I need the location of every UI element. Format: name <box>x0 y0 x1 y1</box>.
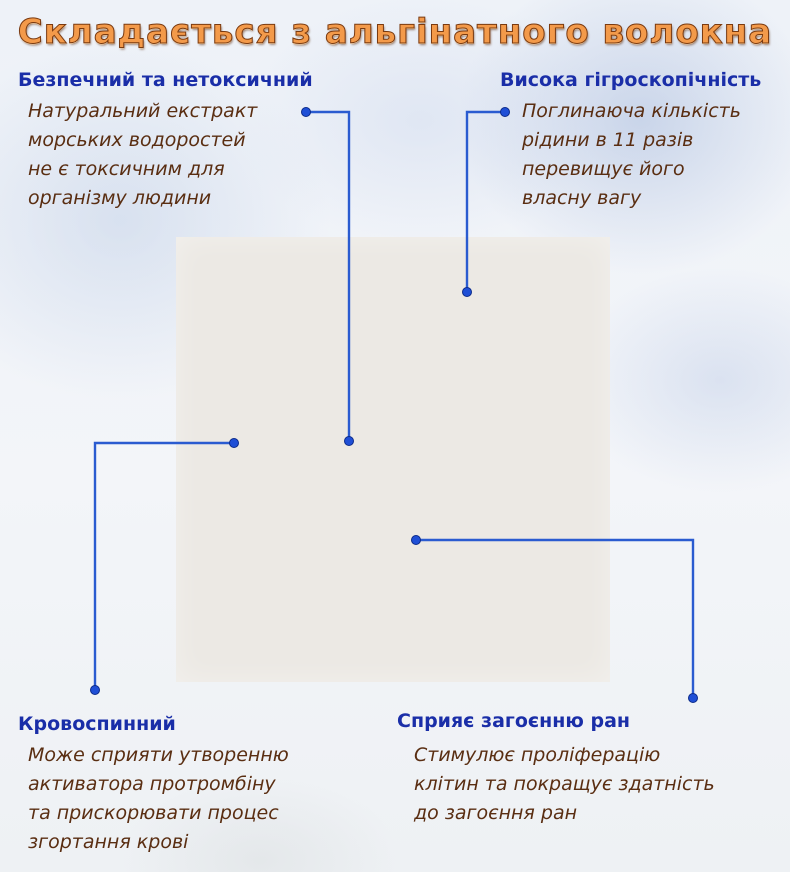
page-title: Складається з альгінатного волокна <box>17 12 773 52</box>
description-line: не є токсичним для <box>28 158 225 180</box>
feature-description-hemostatic <box>28 741 289 857</box>
feature-description-safe <box>28 97 257 213</box>
connector-absorbent <box>467 112 505 292</box>
description-line: та прискорювати процес <box>28 802 279 824</box>
description-line: організму людини <box>28 187 212 209</box>
connector-hemostatic <box>95 443 234 690</box>
description-line: перевищує його <box>522 158 685 180</box>
connector-healing <box>416 540 693 698</box>
connector-dot <box>463 288 472 297</box>
connector-dot <box>501 108 510 117</box>
connector-safe <box>306 112 349 441</box>
description-line: Може сприяти утворенню <box>28 744 289 766</box>
connector-dot <box>91 686 100 695</box>
connector-dot <box>412 536 421 545</box>
description-line: морських водоростей <box>28 129 246 151</box>
description-line: Стимулює проліферацію <box>414 744 661 766</box>
feature-description-healing <box>414 741 715 828</box>
connector-dot <box>302 108 311 117</box>
feature-heading-safe: Безпечний та нетоксичний <box>18 69 313 91</box>
feature-description-absorbent <box>522 97 741 213</box>
description-line: Натуральний екстракт <box>28 100 258 122</box>
description-line: клітин та покращує здатність <box>414 773 715 795</box>
connector-dot <box>230 439 239 448</box>
description-line: до загоєння ран <box>414 802 578 824</box>
description-line: Поглинаюча кількість <box>522 100 741 122</box>
description-line: згортання крові <box>28 831 189 853</box>
connector-dot <box>689 694 698 703</box>
description-line: власну вагу <box>522 187 642 209</box>
feature-heading-absorbent: Висока гігроскопічність <box>500 69 762 91</box>
feature-heading-healing: Сприяє загоєнню ран <box>397 710 631 732</box>
feature-heading-hemostatic: Кровоспинний <box>18 713 176 735</box>
connector-dot <box>345 437 354 446</box>
description-line: рідини в 11 разів <box>522 129 694 151</box>
description-line: активатора протромбіну <box>28 773 276 795</box>
